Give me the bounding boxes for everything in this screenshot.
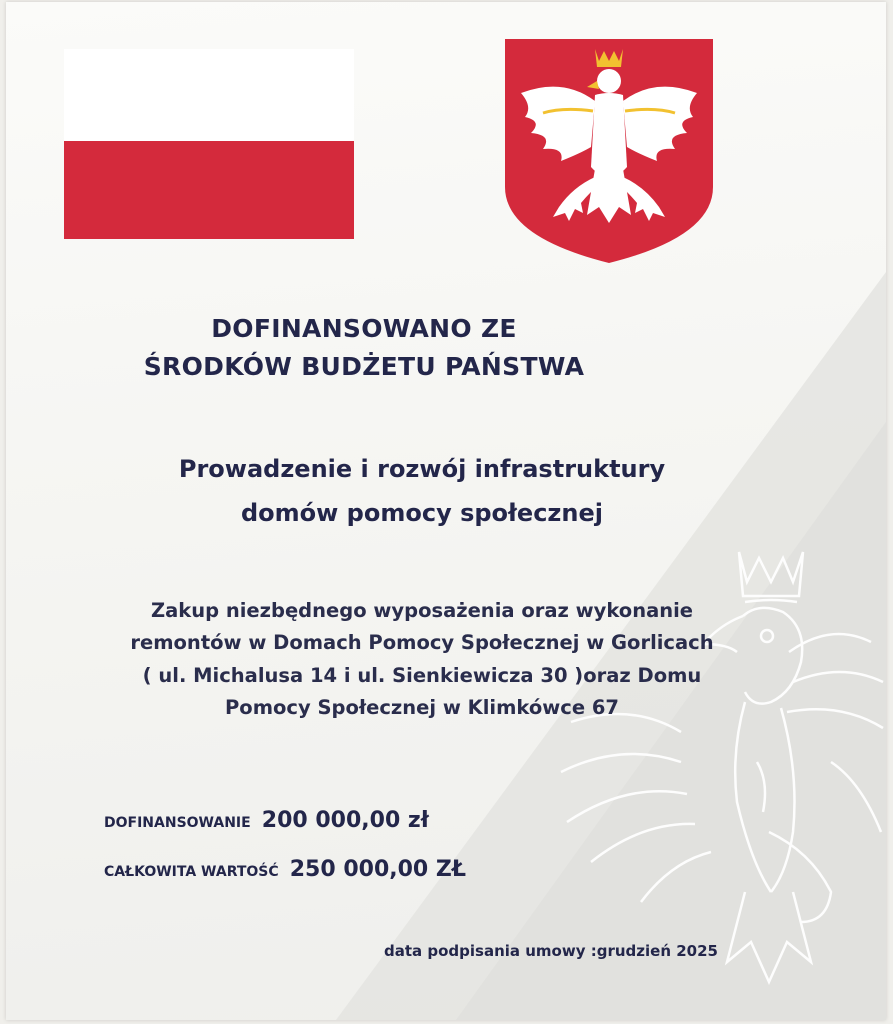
total-row [104,857,466,882]
total-value: 250 000,00 ZŁ [289,857,466,882]
description-line-4: Pomocy Społecznej w Klimkówce 67 [225,696,619,719]
agreement-date: data podpisania umowy :grudzień 2025 [384,942,718,960]
heading-line-2: ŚRODKÓW BUDŻETU PAŃSTWA [143,352,585,381]
description-line-2: remontów w Domach Pomocy Społecznej w Gorlicach [130,631,714,654]
polish-flag-icon [64,49,354,239]
description-line-1: Zakup niezbędnego wyposażenia oraz wykonanie [150,599,694,622]
total-label: CAŁKOWITA WARTOŚĆ [104,864,279,880]
polish-eagle-emblem-icon [503,37,715,265]
funding-value: 200 000,00 zł [261,808,429,833]
funding-row [104,808,429,833]
heading-line-1: DOFINANSOWANO ZE [211,314,517,343]
program-line-1: Prowadzenie i rozwój infrastruktury [178,455,666,483]
funding-label: DOFINANSOWANIE [104,815,251,831]
funding-plaque [6,2,886,1020]
description-line-3: ( ul. Michalusa 14 i ul. Sienkiewicza 30 )oraz Domu [142,664,702,687]
program-line-2: domów pomocy społecznej [240,499,603,527]
